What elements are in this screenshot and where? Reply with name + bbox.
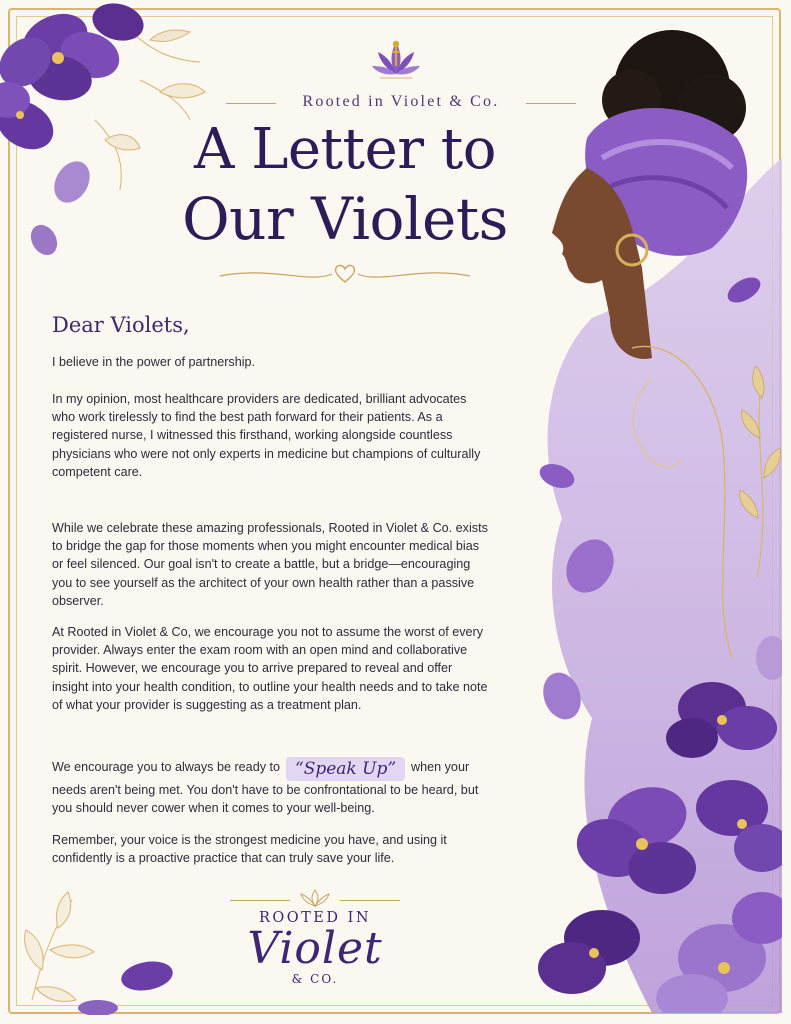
footer-rule-right [340,900,400,901]
heart-icon [335,265,354,282]
footer-logo [200,888,430,986]
brand-name-text: Rooted in Violet & Co. [302,93,500,110]
footer-rule-left [230,900,290,901]
woman-floral-illustration [532,18,782,1013]
lotus-figure-icon [370,32,422,84]
paragraph-6: Remember, your voice is the strongest medicine you have, and using it confidently is a proactive practice that can truly save your life. [52,833,447,866]
floral-bottom-left-illustration [12,880,202,1015]
paragraph-5-before: We encourage you to always be ready to [52,760,280,774]
footer-violet: Violet [247,923,383,974]
page-title [150,117,540,253]
footer-co: & CO. [291,972,339,986]
title-divider-ornament [210,262,480,286]
title-line-2: Our Violets [182,185,508,253]
paragraph-5 [52,757,492,817]
footer-rooted-in: ROOTED IN [258,910,372,926]
paragraph-4: At Rooted in Violet & Co, we encourage you not to assume the worst of every provider. Always enter the exam room with an open mind and collaborative spirit. However, we encourage you to arrive prepared to reveal and offer insight into your health condition, to outline your health needs and to take note of what your provider is suggesting as a treatment plan. [52,625,488,712]
paragraph-3: While we celebrate these amazing professionals, Rooted in Violet & Co. exists to bridge the gap for those moments when you might encounter medical bias or feel silenced. Our goal isn't to create a battle, but a bridge—encouraging you to see yourself as the architect of your own health rather than a passive observer. [52,521,488,608]
paragraph-5-after: when your needs aren't being met. You don't have to be confrontational to be heard, but you should never cower when it comes to your well-being. [52,760,479,816]
title-line-1: A Letter to [193,117,496,182]
speak-up-highlight: “Speak Up” [286,757,405,781]
greeting: Dear Violets, [52,313,190,337]
brand-name-top [226,93,576,111]
brand-rule-left [226,103,276,104]
paragraph-1: I believe in the power of partnership. [52,355,256,369]
paragraph-2: In my opinion, most healthcare providers are dedicated, brilliant advocates who work tirelessly to find the best path forward for their patients. As a registered nurse, I witnessed this firsthand, working alongside countless physicians who were not only experts in medicine but champions of culturally competent care. [52,392,481,479]
lotus-outline-icon [295,888,335,908]
